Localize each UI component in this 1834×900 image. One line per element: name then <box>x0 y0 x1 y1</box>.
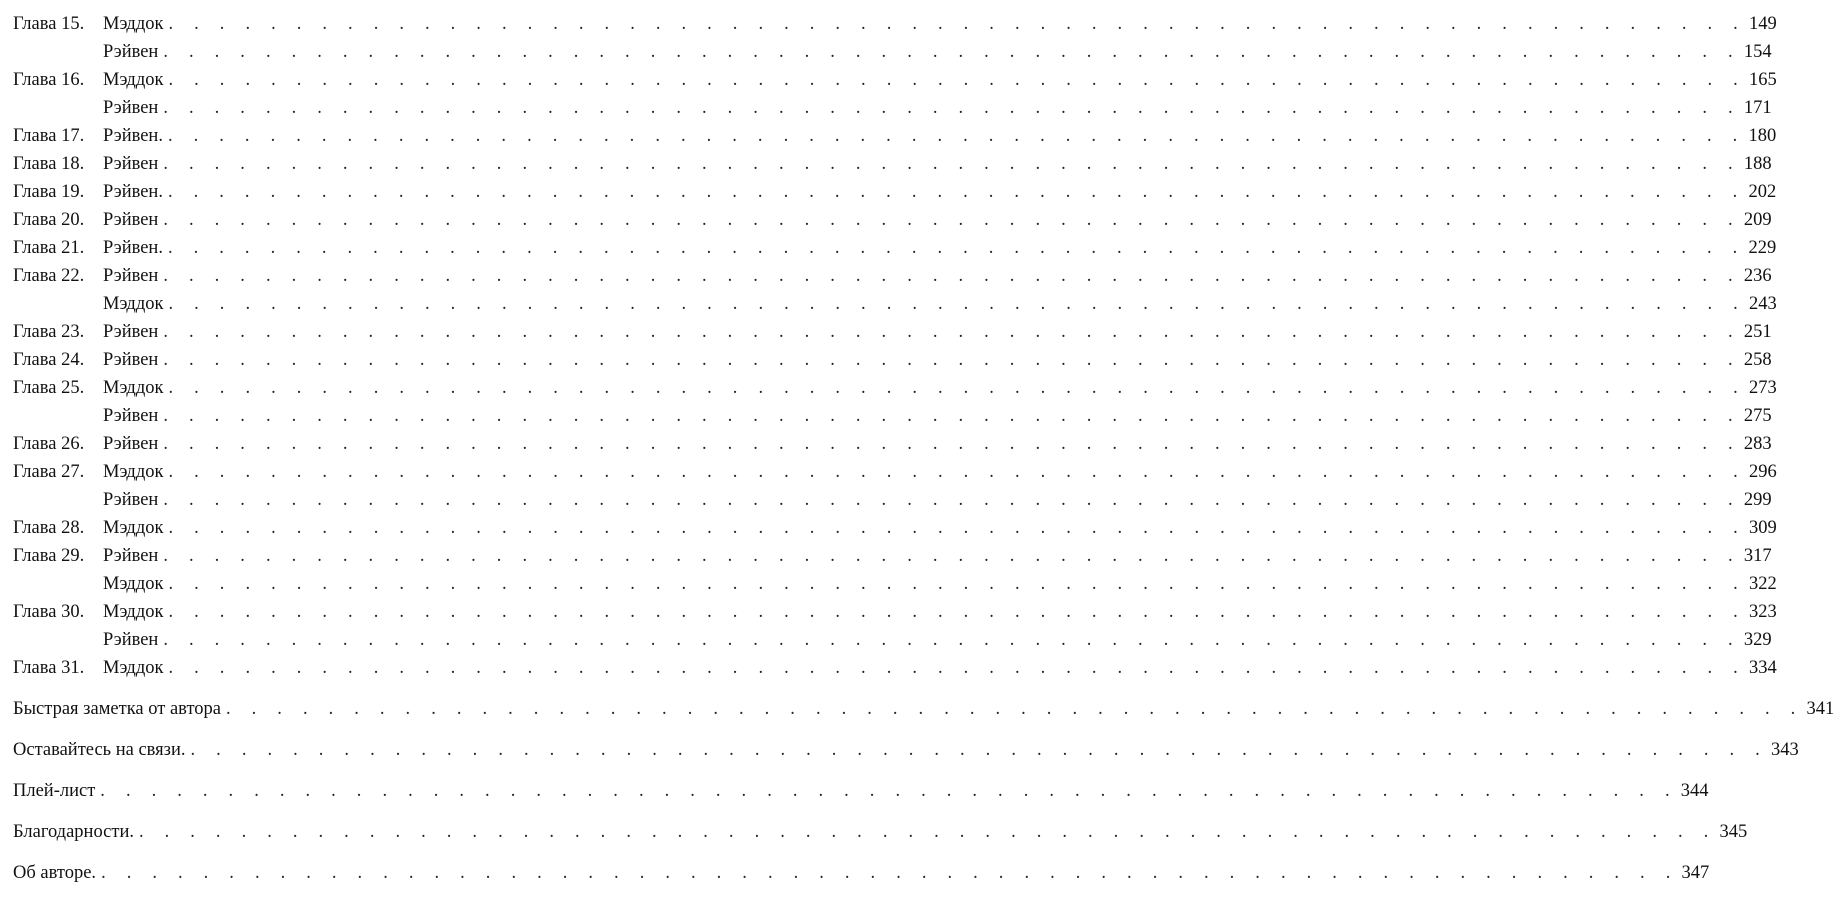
toc-entry <box>13 777 1709 805</box>
dot-leader: . . . . . . . . . . . . . . . . . . . . . . . . . . . . . . . . . . . . . . . . . . . . . . . . . . . . . . . . . . . . . . <box>163 98 1741 118</box>
entry-title: Рэйвен <box>103 406 159 426</box>
dot-leader: . . . . . . . . . . . . . . . . . . . . . . . . . . . . . . . . . . . . . . . . . . . . . . . . . . . . . . . . . . . . . . <box>163 546 1741 566</box>
toc-entry <box>13 290 1777 318</box>
entry-title: Рэйвен <box>103 322 159 342</box>
entry-title: Рэйвен <box>103 42 159 62</box>
chapter-number: Глава 27. <box>13 462 85 482</box>
toc-entry <box>13 818 1748 846</box>
toc-entry <box>13 695 1834 723</box>
page-number: 273 <box>1748 378 1777 398</box>
dot-leader: . . . . . . . . . . . . . . . . . . . . . . . . . . . . . . . . . . . . . . . . . . . . . . . . . . . . . . . . . . . . . . <box>168 70 1746 90</box>
chapter-number: Глава 21. <box>13 238 85 258</box>
chapter-number: Глава 17. <box>13 126 85 146</box>
toc-entry <box>13 736 1799 764</box>
toc-entry <box>13 598 1777 626</box>
toc-entry <box>13 402 1772 430</box>
toc-entry <box>13 66 1777 94</box>
chapter-number: Глава 29. <box>13 546 85 566</box>
dot-leader: . . . . . . . . . . . . . . . . . . . . . . . . . . . . . . . . . . . . . . . . . . . . . . . . . . . . . . . . . . . . . . <box>100 781 1678 801</box>
page-number: 188 <box>1743 154 1772 174</box>
page-number: 275 <box>1743 406 1772 426</box>
entry-title: Быстрая заметка от автора <box>13 699 221 719</box>
toc-entry <box>13 94 1772 122</box>
dot-leader: . . . . . . . . . . . . . . . . . . . . . . . . . . . . . . . . . . . . . . . . . . . . . . . . . . . . . . . . . . . . . . <box>163 210 1741 230</box>
page-number: 344 <box>1680 781 1709 801</box>
entry-title: Мэддок <box>103 602 164 622</box>
page-number: 149 <box>1748 14 1777 34</box>
dot-leader: . . . . . . . . . . . . . . . . . . . . . . . . . . . . . . . . . . . . . . . . . . . . . . . . . . . . . . . . . . . . . . <box>163 322 1741 342</box>
dot-leader: . . . . . . . . . . . . . . . . . . . . . . . . . . . . . . . . . . . . . . . . . . . . . . . . . . . . . . . . . . . . . . <box>226 699 1804 719</box>
page-number: 334 <box>1748 658 1777 678</box>
chapter-number: Глава 23. <box>13 322 85 342</box>
chapter-number: Глава 24. <box>13 350 85 370</box>
page-number: 329 <box>1743 630 1772 650</box>
entry-title: Мэддок <box>103 462 164 482</box>
dot-leader: . . . . . . . . . . . . . . . . . . . . . . . . . . . . . . . . . . . . . . . . . . . . . . . . . . . . . . . . . . . . . . <box>138 822 1717 842</box>
toc-entry <box>13 859 1710 887</box>
page-number: 317 <box>1743 546 1772 566</box>
toc-entry <box>13 374 1777 402</box>
toc-entry <box>13 38 1772 66</box>
dot-leader: . . . . . . . . . . . . . . . . . . . . . . . . . . . . . . . . . . . . . . . . . . . . . . . . . . . . . . . . . . . . . . <box>168 294 1746 314</box>
toc-entry <box>13 346 1772 374</box>
page-number: 309 <box>1748 518 1777 538</box>
toc-entry <box>13 150 1772 178</box>
dot-leader: . . . . . . . . . . . . . . . . . . . . . . . . . . . . . . . . . . . . . . . . . . . . . . . . . . . . . . . . . . . . . . <box>168 658 1746 678</box>
dot-leader: . . . . . . . . . . . . . . . . . . . . . . . . . . . . . . . . . . . . . . . . . . . . . . . . . . . . . . . . . . . . . . <box>168 378 1746 398</box>
dot-leader: . . . . . . . . . . . . . . . . . . . . . . . . . . . . . . . . . . . . . . . . . . . . . . . . . . . . . . . . . . . . . . <box>168 602 1746 622</box>
dot-leader: . . . . . . . . . . . . . . . . . . . . . . . . . . . . . . . . . . . . . . . . . . . . . . . . . . . . . . . . . . . . . . <box>167 126 1746 146</box>
entry-title: Рэйвен <box>103 154 159 174</box>
dot-leader: . . . . . . . . . . . . . . . . . . . . . . . . . . . . . . . . . . . . . . . . . . . . . . . . . . . . . . . . . . . . . . <box>101 863 1679 883</box>
toc-entry <box>13 318 1772 346</box>
chapter-number: Глава 18. <box>13 154 85 174</box>
toc-entry <box>13 234 1777 262</box>
page-number: 299 <box>1743 490 1772 510</box>
page-number: 341 <box>1806 699 1834 719</box>
page-number: 258 <box>1743 350 1772 370</box>
chapter-number: Глава 31. <box>13 658 85 678</box>
chapter-list <box>13 10 1777 682</box>
dot-leader: . . . . . . . . . . . . . . . . . . . . . . . . . . . . . . . . . . . . . . . . . . . . . . . . . . . . . . . . . . . . . . <box>163 434 1741 454</box>
entry-title: Мэддок <box>103 658 164 678</box>
page-number: 251 <box>1743 322 1772 342</box>
chapter-number: Глава 15. <box>13 14 85 34</box>
entry-title: Рэйвен. <box>103 238 163 258</box>
entry-title: Рэйвен <box>103 630 159 650</box>
entry-title: Об авторе. <box>13 863 97 883</box>
dot-leader: . . . . . . . . . . . . . . . . . . . . . . . . . . . . . . . . . . . . . . . . . . . . . . . . . . . . . . . . . . . . . . <box>163 42 1741 62</box>
page-number: 236 <box>1743 266 1772 286</box>
dot-leader: . . . . . . . . . . . . . . . . . . . . . . . . . . . . . . . . . . . . . . . . . . . . . . . . . . . . . . . . . . . . . . <box>163 490 1741 510</box>
entry-title: Рэйвен <box>103 490 159 510</box>
toc-entry <box>13 486 1772 514</box>
dot-leader: . . . . . . . . . . . . . . . . . . . . . . . . . . . . . . . . . . . . . . . . . . . . . . . . . . . . . . . . . . . . . . <box>190 740 1768 760</box>
toc-entry <box>13 626 1772 654</box>
toc-entry <box>13 262 1772 290</box>
page-number: 229 <box>1748 238 1777 258</box>
table-of-contents <box>13 10 1834 887</box>
toc-entry <box>13 570 1777 598</box>
chapter-number: Глава 28. <box>13 518 85 538</box>
page-number: 296 <box>1748 462 1777 482</box>
toc-entry <box>13 206 1772 234</box>
entry-title: Мэддок <box>103 574 164 594</box>
toc-entry <box>13 178 1777 206</box>
entry-title: Оставайтесь на связи. <box>13 740 186 760</box>
entry-title: Рэйвен <box>103 266 159 286</box>
page-number: 180 <box>1748 126 1777 146</box>
chapter-number: Глава 22. <box>13 266 85 286</box>
chapter-number: Глава 30. <box>13 602 85 622</box>
dot-leader: . . . . . . . . . . . . . . . . . . . . . . . . . . . . . . . . . . . . . . . . . . . . . . . . . . . . . . . . . . . . . . <box>167 182 1746 202</box>
dot-leader: . . . . . . . . . . . . . . . . . . . . . . . . . . . . . . . . . . . . . . . . . . . . . . . . . . . . . . . . . . . . . . <box>163 630 1741 650</box>
toc-entry <box>13 458 1777 486</box>
page-number: 347 <box>1681 863 1710 883</box>
entry-title: Рэйвен <box>103 210 159 230</box>
chapter-number: Глава 16. <box>13 70 85 90</box>
entry-title: Рэйвен. <box>103 182 163 202</box>
entry-title: Рэйвен. <box>103 126 163 146</box>
entry-title: Рэйвен <box>103 350 159 370</box>
chapter-number: Глава 20. <box>13 210 85 230</box>
dot-leader: . . . . . . . . . . . . . . . . . . . . . . . . . . . . . . . . . . . . . . . . . . . . . . . . . . . . . . . . . . . . . . <box>168 462 1746 482</box>
toc-entry <box>13 10 1777 38</box>
dot-leader: . . . . . . . . . . . . . . . . . . . . . . . . . . . . . . . . . . . . . . . . . . . . . . . . . . . . . . . . . . . . . . <box>163 154 1741 174</box>
page-number: 165 <box>1748 70 1777 90</box>
page-number: 323 <box>1748 602 1777 622</box>
page-number: 345 <box>1719 822 1748 842</box>
entry-title: Мэддок <box>103 378 164 398</box>
toc-entry <box>13 654 1777 682</box>
page-number: 243 <box>1748 294 1777 314</box>
entry-title: Плей-лист <box>13 781 96 801</box>
toc-entry <box>13 514 1777 542</box>
entry-title: Мэддок <box>103 518 164 538</box>
toc-entry <box>13 542 1772 570</box>
dot-leader: . . . . . . . . . . . . . . . . . . . . . . . . . . . . . . . . . . . . . . . . . . . . . . . . . . . . . . . . . . . . . . <box>168 518 1746 538</box>
page-number: 154 <box>1743 42 1772 62</box>
page-number: 171 <box>1743 98 1772 118</box>
dot-leader: . . . . . . . . . . . . . . . . . . . . . . . . . . . . . . . . . . . . . . . . . . . . . . . . . . . . . . . . . . . . . . <box>163 266 1741 286</box>
page-number: 343 <box>1771 740 1799 760</box>
entry-title: Мэддок <box>103 70 164 90</box>
entry-title: Рэйвен <box>103 546 159 566</box>
entry-title: Рэйвен <box>103 98 159 118</box>
dot-leader: . . . . . . . . . . . . . . . . . . . . . . . . . . . . . . . . . . . . . . . . . . . . . . . . . . . . . . . . . . . . . . <box>168 14 1746 34</box>
entry-title: Мэддок <box>103 14 164 34</box>
back-matter-list <box>13 695 1834 887</box>
dot-leader: . . . . . . . . . . . . . . . . . . . . . . . . . . . . . . . . . . . . . . . . . . . . . . . . . . . . . . . . . . . . . . <box>168 574 1746 594</box>
chapter-number: Глава 26. <box>13 434 85 454</box>
chapter-number: Глава 19. <box>13 182 85 202</box>
toc-entry <box>13 430 1772 458</box>
dot-leader: . . . . . . . . . . . . . . . . . . . . . . . . . . . . . . . . . . . . . . . . . . . . . . . . . . . . . . . . . . . . . . <box>163 350 1741 370</box>
dot-leader: . . . . . . . . . . . . . . . . . . . . . . . . . . . . . . . . . . . . . . . . . . . . . . . . . . . . . . . . . . . . . . <box>163 406 1741 426</box>
entry-title: Мэддок <box>103 294 164 314</box>
toc-entry <box>13 122 1777 150</box>
page-number: 322 <box>1748 574 1777 594</box>
entry-title: Благодарности. <box>13 822 134 842</box>
page-number: 283 <box>1743 434 1772 454</box>
page-number: 202 <box>1748 182 1777 202</box>
page-number: 209 <box>1743 210 1772 230</box>
dot-leader: . . . . . . . . . . . . . . . . . . . . . . . . . . . . . . . . . . . . . . . . . . . . . . . . . . . . . . . . . . . . . . <box>167 238 1746 258</box>
entry-title: Рэйвен <box>103 434 159 454</box>
chapter-number: Глава 25. <box>13 378 85 398</box>
